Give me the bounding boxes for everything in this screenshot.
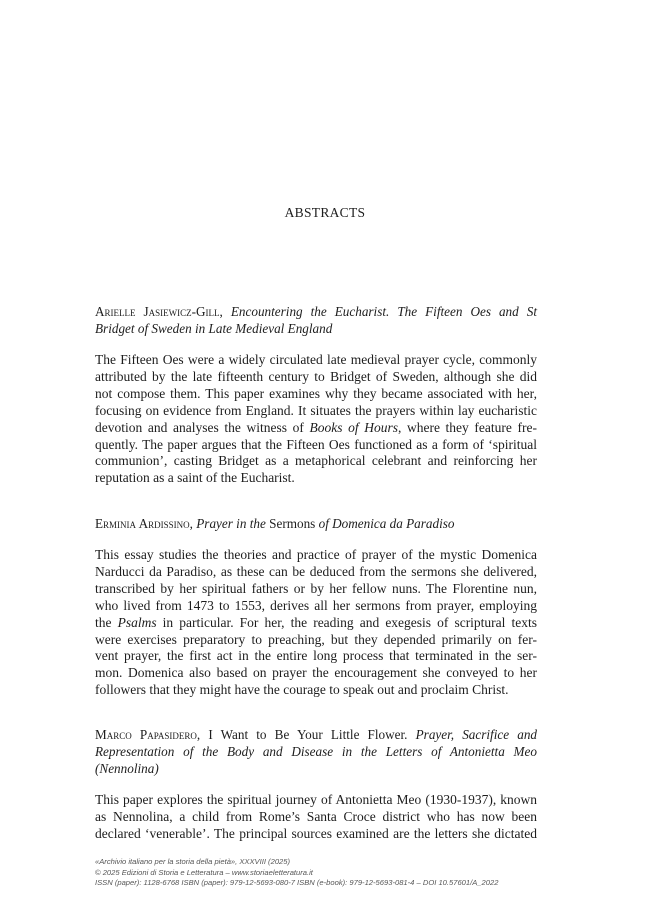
abstract-entry [95,303,537,487]
page-footer [95,857,565,889]
abstract-title: Arielle Jasiewicz-Gill, Encountering the Eucharist. The Fifteen Oes and St Bridget of Sweden in Late Medieval England [95,304,537,336]
paper-title: Encountering the Eucharist. The Fifteen Oes and St [230,304,537,319]
author-name: Marco Papasidero [95,727,197,742]
author-name: Erminia Ardissino [95,516,190,531]
footer-journal: «Archivio italiano per la storia della pietà», XXXVIII (2025) [95,857,291,866]
abstract-title: Erminia Ardissino, Prayer in the Sermons of Domenica da Paradiso [95,516,455,531]
page-title: ABSTRACTS [284,205,366,220]
abstract-text: This essay studies the theories and practice of prayer of the mystic Domenica Narducci da Paradiso, as these can be deduced from the sermons she delivered, transcribed by her spiritual fathers or by her fellow nuns. The Florentine nun, who lived from 1473 to 1553, derives all her sermons from prayer, employing the Psalms in particular. For her, the reading and exegesis of scriptural texts were exercises preparatory to preaching, but they depended primarily on fer- vent prayer, the first act in the entire long process that terminated in the ser- mon. Domenica also based on prayer the encouragement she conveyed to her followers that they might have the courage to speak out and proclaim Christ. [95,547,537,698]
paper-title-cont: Bridget of Sweden in Late Medieval England [95,321,333,336]
abstract-title: Marco Papasidero, I Want to Be Your Little Flower. Prayer, Sacrifice and Representation of the Body and Disease in the Letters of Antonietta Meo (Nennolina) [95,727,538,776]
footer-issn: ISSN (paper): 1128-6768 ISBN (paper): 979-12-5693-080-7 ISBN (e-book): 979-12-5693-081-4 – DOI 10.57601/A_2022 [95,878,499,887]
abstract-entry [95,726,537,843]
footer-copyright: © 2025 Edizioni di Storia e Letteratura – www.storiaeletteratura.it [95,867,313,877]
abstract-entry [95,515,537,699]
abstract-text: The Fifteen Oes were a widely circulated late medieval prayer cycle, commonly attributed by the late fifteenth century to Bridget of Sweden, although she did not compose them. This paper examines why they became associated with her, focusing on evidence from England. It situates the prayers within lay eucharistic devotion and analyses the witness of Books of Hours, where they feature fre- quently. The paper argues that the Fifteen Oes functioned as a form of ‘spiritual communion’, casting Bridget as a metaphorical celebrant and reinforcing her reputation as a saint of the Eucharist. [95,352,537,486]
author-name: Arielle Jasiewicz-Gill [95,304,220,319]
abstract-text: This paper explores the spiritual journey of Antonietta Meo (1930-1937), known as Nennolina, a child from Rome’s Santa Croce district who has now been declared ‘venerable’. The principal sources examined are the letters she dictated [95,792,537,841]
